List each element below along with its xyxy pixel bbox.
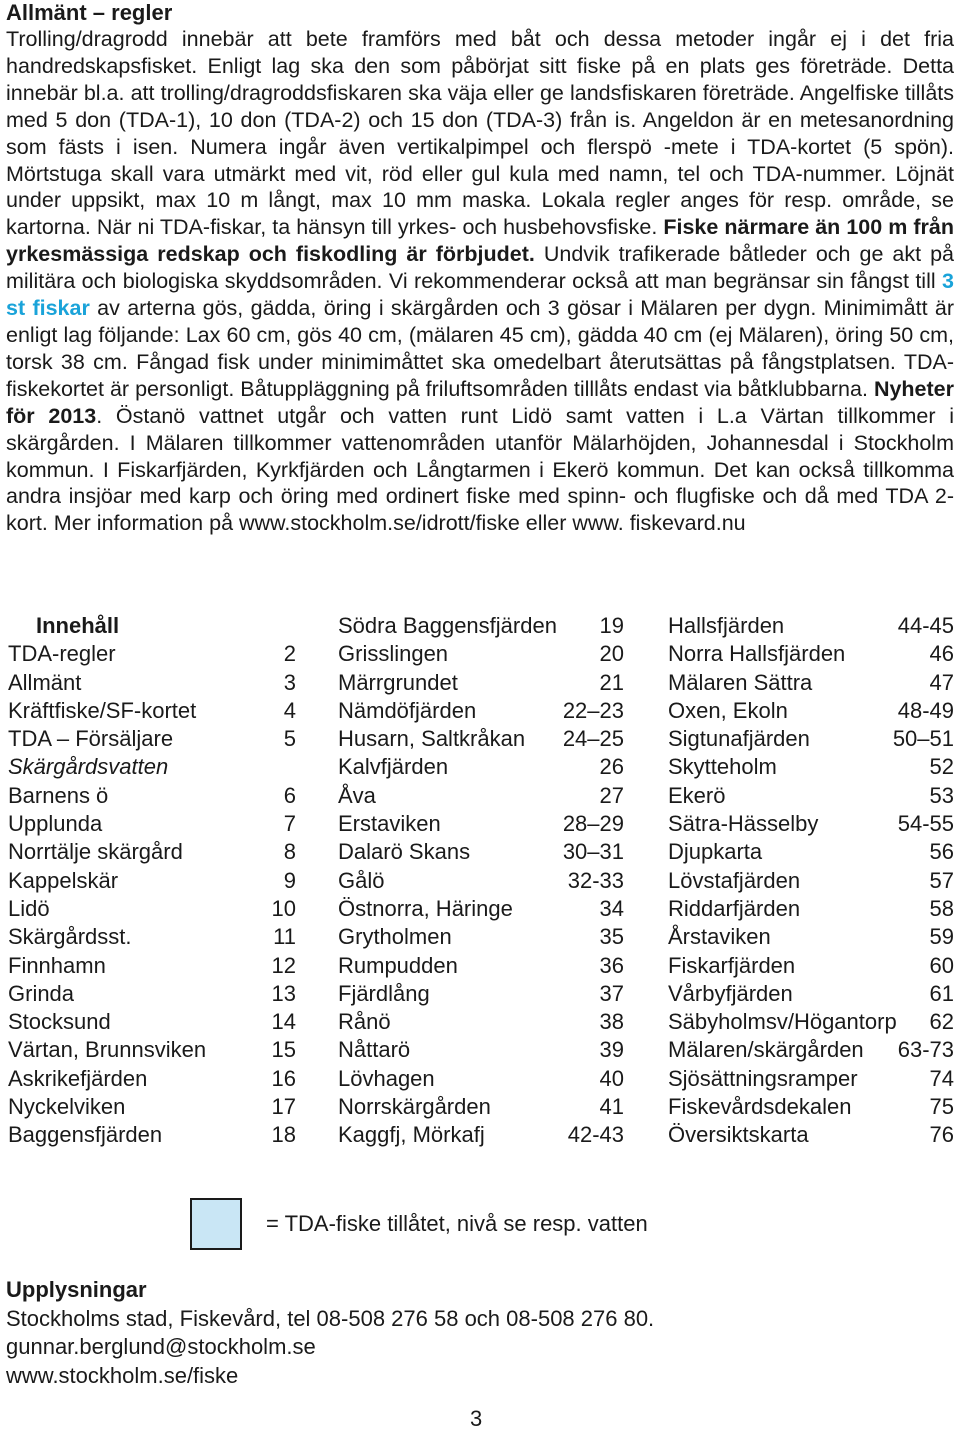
toc-entry-name: Nämdöfjärden bbox=[338, 697, 477, 723]
toc-entry-name: Allmänt bbox=[8, 669, 82, 695]
toc-column-2 bbox=[338, 612, 624, 1150]
toc-entry-name: Barnens ö bbox=[8, 782, 109, 808]
toc-entry-name: Kaggfj, Mörkafj bbox=[338, 1122, 485, 1148]
contact-email[interactable]: gunnar.berglund@stockholm.se bbox=[6, 1334, 316, 1359]
toc-entry bbox=[8, 838, 296, 866]
toc-entry-name: Märrgrundet bbox=[338, 669, 458, 695]
toc-entry-name: Sjösättningsramper bbox=[668, 1065, 858, 1091]
toc-entry-page: 60 bbox=[929, 952, 954, 978]
toc-entry-name: Åva bbox=[338, 782, 376, 808]
toc-entry bbox=[8, 1093, 296, 1121]
toc-entry bbox=[8, 640, 296, 668]
toc-entry-page: 2 bbox=[283, 641, 296, 667]
toc-entry-page: 13 bbox=[271, 980, 296, 1006]
toc-entry-page: 59 bbox=[929, 924, 954, 950]
toc-entry bbox=[338, 838, 624, 866]
toc-entry-name: Stocksund bbox=[8, 1009, 111, 1035]
toc-entry-name: Säbyholmsv/Högantorp bbox=[668, 1009, 897, 1035]
toc-entry bbox=[8, 980, 296, 1008]
toc-entry-name: Lövhagen bbox=[338, 1065, 435, 1091]
toc-entry-name: Vårbyfjärden bbox=[668, 980, 793, 1006]
toc-entry bbox=[668, 1008, 954, 1036]
toc-entry bbox=[668, 1065, 954, 1093]
toc-column-1 bbox=[8, 612, 296, 1150]
toc-heading: Innehåll bbox=[36, 613, 120, 638]
toc-entry-page: 47 bbox=[929, 669, 954, 695]
toc-entry-page: 40 bbox=[599, 1065, 624, 1091]
toc-entry bbox=[8, 867, 296, 895]
toc-entry-name: Norra Hallsfjärden bbox=[668, 641, 846, 667]
toc-entry-page: 75 bbox=[929, 1094, 954, 1120]
legend-text: = TDA-fiske tillåtet, nivå se resp. vatten bbox=[266, 1211, 648, 1236]
toc-entry bbox=[668, 669, 954, 697]
toc-entry-name: Kräftfiske/SF-kortet bbox=[8, 697, 197, 723]
toc-entry bbox=[338, 895, 624, 923]
toc-entry-page: 10 bbox=[271, 895, 296, 921]
toc-entry bbox=[338, 810, 624, 838]
toc-entry-name: Skärgårdsvatten bbox=[8, 754, 169, 780]
toc-entry bbox=[668, 753, 954, 781]
toc-entry bbox=[338, 1036, 624, 1064]
toc-entry bbox=[8, 952, 296, 980]
toc-entry bbox=[8, 1036, 296, 1064]
page-number: 3 bbox=[470, 1406, 483, 1431]
toc-entry-name: Norrtälje skärgård bbox=[8, 839, 183, 865]
toc-entry-page: 46 bbox=[929, 641, 954, 667]
toc-entry-page: 21 bbox=[599, 669, 624, 695]
toc-entry-name: Skytteholm bbox=[668, 754, 777, 780]
toc-entry-name: Översiktskarta bbox=[668, 1122, 809, 1148]
contact-block bbox=[6, 1276, 654, 1390]
toc-entry-page: 34 bbox=[599, 895, 624, 921]
toc-entry-name: Sigtunafjärden bbox=[668, 726, 810, 752]
toc-entry-name: Norrskärgården bbox=[338, 1094, 491, 1120]
toc-entry-page: 56 bbox=[929, 839, 954, 865]
toc-entry-page: 36 bbox=[599, 952, 624, 978]
toc-entry bbox=[8, 1121, 296, 1149]
toc-entry-name: Årstaviken bbox=[668, 924, 771, 950]
contact-heading: Upplysningar bbox=[6, 1277, 147, 1302]
legend bbox=[190, 1198, 648, 1250]
toc-entry bbox=[338, 612, 624, 640]
toc-entry bbox=[668, 1093, 954, 1121]
toc-entry-page: 20 bbox=[599, 641, 624, 667]
toc-entry-page: 74 bbox=[929, 1065, 954, 1091]
toc-entry bbox=[668, 952, 954, 980]
toc-entry-page: 12 bbox=[271, 952, 296, 978]
toc-entry bbox=[8, 753, 296, 781]
contact-phone-line: Stockholms stad, Fiskevård, tel 08-508 276 58 och 08-508 276 80. bbox=[6, 1305, 655, 1331]
toc-entry bbox=[668, 838, 954, 866]
toc-entry-page: 32-33 bbox=[567, 867, 624, 893]
toc-entry-page: 30–31 bbox=[562, 839, 624, 865]
toc-entry-page: 57 bbox=[929, 867, 954, 893]
toc-entry-page: 7 bbox=[283, 811, 296, 837]
toc-entry-name: Rånö bbox=[338, 1009, 391, 1035]
toc-entry-name: Upplunda bbox=[8, 811, 103, 837]
toc-entry-page: 44-45 bbox=[897, 613, 954, 638]
toc-entry-name: Askrikefjärden bbox=[8, 1065, 148, 1091]
toc-entry-name: Gålö bbox=[338, 867, 385, 893]
toc-entry bbox=[338, 1093, 624, 1121]
toc-entry bbox=[8, 810, 296, 838]
toc-entry bbox=[338, 640, 624, 668]
toc-entry-page: 3 bbox=[283, 669, 296, 695]
toc-entry-page: 9 bbox=[283, 867, 296, 893]
toc-entry-name: Skärgårdsst. bbox=[8, 924, 132, 950]
toc-entry-name: Mälaren/skärgården bbox=[668, 1037, 864, 1063]
toc-entry-page: 16 bbox=[271, 1065, 296, 1091]
toc-entry-name: Fjärdlång bbox=[338, 980, 430, 1006]
toc-entry-page: 4 bbox=[283, 697, 296, 723]
toc-entry-page: 27 bbox=[599, 782, 624, 808]
toc-entry bbox=[338, 867, 624, 895]
toc-entry bbox=[668, 895, 954, 923]
toc-entry bbox=[668, 725, 954, 753]
toc-entry-page: 24–25 bbox=[562, 726, 624, 752]
toc-entry bbox=[338, 669, 624, 697]
toc-entry-name: Hallsfjärden bbox=[668, 613, 785, 638]
toc-entry-page: 52 bbox=[929, 754, 954, 780]
toc-entry-name: Grinda bbox=[8, 980, 75, 1006]
toc-entry-page: 35 bbox=[599, 924, 624, 950]
toc-entry-name: Värtan, Brunnsviken bbox=[8, 1037, 207, 1063]
toc-entry bbox=[668, 782, 954, 810]
toc-entry bbox=[668, 697, 954, 725]
toc-entry bbox=[668, 1121, 954, 1149]
toc-entry-name: Husarn, Saltkråkan bbox=[338, 726, 526, 752]
toc-entry bbox=[668, 923, 954, 951]
toc-entry-page: 63-73 bbox=[897, 1037, 954, 1063]
toc-entry-name: Rumpudden bbox=[338, 952, 458, 978]
toc-entry-name: TDA-regler bbox=[8, 641, 116, 667]
toc-entry bbox=[338, 980, 624, 1008]
paragraph-text: . Östanö vattnet utgår och vatten runt Lidö samt vatten i L.a Värtan tillkommer i skärgården. I Mälaren tillkommer vattenområden utanför Mälarhöjden, Johannesdal i Stockholm kommun. I Fiskarfjärden, Kyrkfjärden och Långtarmen i Ekerö kommun. Det kan också tillkomma andra insjöar med karp och öring med ordinert fiske med spinn- och flugfiske och då med TDA 2-kort. Mer information på www.stockholm.se/idrott/fiske eller www. fiskevard.nu bbox=[6, 403, 954, 536]
toc-entry-name: Lövstafjärden bbox=[668, 867, 801, 893]
toc-entry-page: 42-43 bbox=[567, 1122, 624, 1148]
toc-entry bbox=[338, 782, 624, 810]
toc-entry-name: Kalvfjärden bbox=[338, 754, 449, 780]
bold-text: Fiske närmare än 100 m från yrkesmässiga redskap och fiskodling är förbjudet. bbox=[6, 215, 955, 267]
toc-entry-page: 14 bbox=[271, 1009, 296, 1035]
toc-entry-page: 11 bbox=[273, 924, 296, 950]
toc-entry-page: 6 bbox=[283, 782, 296, 808]
toc-entry-page: 48-49 bbox=[897, 697, 954, 723]
toc-entry-name: Baggensfjärden bbox=[8, 1122, 163, 1148]
toc-entry-page: 22–23 bbox=[562, 697, 624, 723]
toc-entry bbox=[338, 725, 624, 753]
toc-entry bbox=[338, 1065, 624, 1093]
toc-entry bbox=[338, 923, 624, 951]
toc-entry-name: Fiskevårdsdekalen bbox=[668, 1094, 852, 1120]
toc-entry bbox=[338, 753, 624, 781]
toc-entry-name: Erstaviken bbox=[338, 811, 441, 837]
toc-entry-page: 38 bbox=[599, 1009, 624, 1035]
toc-entry-page: 37 bbox=[599, 980, 624, 1006]
paragraph-text: av arterna gös, gädda, öring i skärgården och 3 gösar i Mälaren per dygn. Minimimått är enligt lag följande: Lax 60 cm, gös 40 cm, (mälaren 45 cm), gädda 40 cm (ej Mälaren), öring 50 cm, torsk 38 cm. Fångad fisk under minimimåttet ska omedelbart återutsättas på fångstplatsen. TDA-fiskekortet är personligt. Båtuppläggning på friluftsområden tilllåts endast via båtklubbarna. bbox=[6, 296, 955, 401]
toc-entry bbox=[668, 867, 954, 895]
toc-entry-name: TDA – Försäljare bbox=[8, 726, 174, 752]
toc-entry bbox=[338, 1008, 624, 1036]
toc-entry-page: 5 bbox=[283, 726, 296, 752]
legend-swatch bbox=[190, 1198, 242, 1250]
toc-entry-name: Södra Baggensfjärden bbox=[338, 613, 557, 638]
highlight-text: 3 st fiskar bbox=[6, 269, 954, 321]
bold-text: Nyheter för 2013 bbox=[6, 376, 954, 428]
toc-entry-name: Ekerö bbox=[668, 782, 726, 808]
toc-entry-name: Djupkarta bbox=[668, 839, 763, 865]
toc-entry bbox=[338, 697, 624, 725]
toc-entry-name: Östnorra, Häringe bbox=[338, 895, 513, 921]
toc-entry-page: 62 bbox=[929, 1009, 954, 1035]
toc-entry bbox=[8, 1008, 296, 1036]
toc-entry-page: 39 bbox=[599, 1037, 624, 1063]
toc-entry-name: Mälaren Sättra bbox=[668, 669, 813, 695]
toc-entry bbox=[8, 697, 296, 725]
toc-entry-page: 76 bbox=[929, 1122, 954, 1148]
toc-entry bbox=[668, 640, 954, 668]
toc-entry-page: 15 bbox=[271, 1037, 296, 1063]
toc-entry bbox=[668, 980, 954, 1008]
toc-entry bbox=[668, 612, 954, 640]
toc-entry-name: Dalarö Skans bbox=[338, 839, 471, 865]
toc-entry-page: 50–51 bbox=[892, 726, 954, 752]
toc-entry-name: Kappelskär bbox=[8, 867, 119, 893]
toc-entry bbox=[668, 810, 954, 838]
toc-column-3 bbox=[668, 612, 954, 1150]
toc-entry-page: 17 bbox=[271, 1094, 296, 1120]
paragraph-text: Undvik trafikerade båtleder och ge akt på militära och biologiska skyddsområden. Vi rekommenderar också att man begränsar sin fångst till bbox=[6, 242, 954, 294]
toc-entry-page: 28–29 bbox=[562, 811, 624, 837]
toc-entry bbox=[338, 952, 624, 980]
rules-paragraph bbox=[6, 26, 954, 537]
toc-entry-page: 18 bbox=[271, 1122, 296, 1148]
toc-entry bbox=[338, 1121, 624, 1149]
toc-entry bbox=[8, 669, 296, 697]
toc-entry-name: Riddarfjärden bbox=[668, 895, 801, 921]
toc-entry bbox=[8, 923, 296, 951]
toc-entry-page: 41 bbox=[599, 1094, 624, 1120]
toc-entry bbox=[8, 725, 296, 753]
paragraph-text: Trolling/dragrodd innebär att bete framförs med båt och dessa metoder ingår ej i det fria handredskapsfisket. Enligt lag ska den som påbörjat sitt fiske på en plats ges företräde. Detta innebär bl.a. att trolling/dragroddsfiskaren ska väja eller ge landsfiskaren företräde. Angelfiske tillåts med 5 don (TDA-1), 10 don (TDA-2) och 15 don (TDA-3) från is. Angeldon är en metesanordning som fästs i isen. Numera ingår även vertikalpimpel och flerspö -mete i TDA-kortet (5 spön). Mörtstuga skall vara utmärkt med vit, röd eller gul kula med namn, tel och TDA-nummer. Löjnät under uppsikt, max 10 m långt, max 10 mm maska. Lokala regler anges för resp. område, se kartorna. När ni TDA-fiskar, ta hänsyn till yrkes- och husbehovsfiske. bbox=[6, 27, 954, 240]
toc-entry-name: Nåttarö bbox=[338, 1037, 411, 1063]
toc-entry-page: 8 bbox=[283, 839, 296, 865]
toc-entry-name: Nyckelviken bbox=[8, 1094, 126, 1120]
toc-entry bbox=[8, 895, 296, 923]
toc-entry-name: Lidö bbox=[8, 895, 50, 921]
toc-entry-name: Fiskarfjärden bbox=[668, 952, 796, 978]
toc-entry-page: 58 bbox=[929, 895, 954, 921]
toc-entry-page: 19 bbox=[599, 613, 624, 638]
toc-entry-name: Oxen, Ekoln bbox=[668, 697, 788, 723]
toc-entry-name: Finnhamn bbox=[8, 952, 106, 978]
contact-website[interactable]: www.stockholm.se/fiske bbox=[6, 1362, 239, 1388]
toc-entry-name: Grytholmen bbox=[338, 924, 452, 950]
toc-entry-name: Grisslingen bbox=[338, 641, 449, 667]
toc-entry bbox=[8, 1065, 296, 1093]
toc-entry bbox=[668, 1036, 954, 1064]
toc-entry-page: 54-55 bbox=[897, 811, 954, 837]
toc-entry bbox=[8, 782, 296, 810]
section-title: Allmänt – regler bbox=[6, 0, 173, 25]
toc-entry-page: 26 bbox=[599, 754, 624, 780]
toc-entry-page: 61 bbox=[929, 980, 954, 1006]
toc-entry-name: Sätra-Hässelby bbox=[668, 811, 819, 837]
toc-entry-page: 53 bbox=[929, 782, 954, 808]
